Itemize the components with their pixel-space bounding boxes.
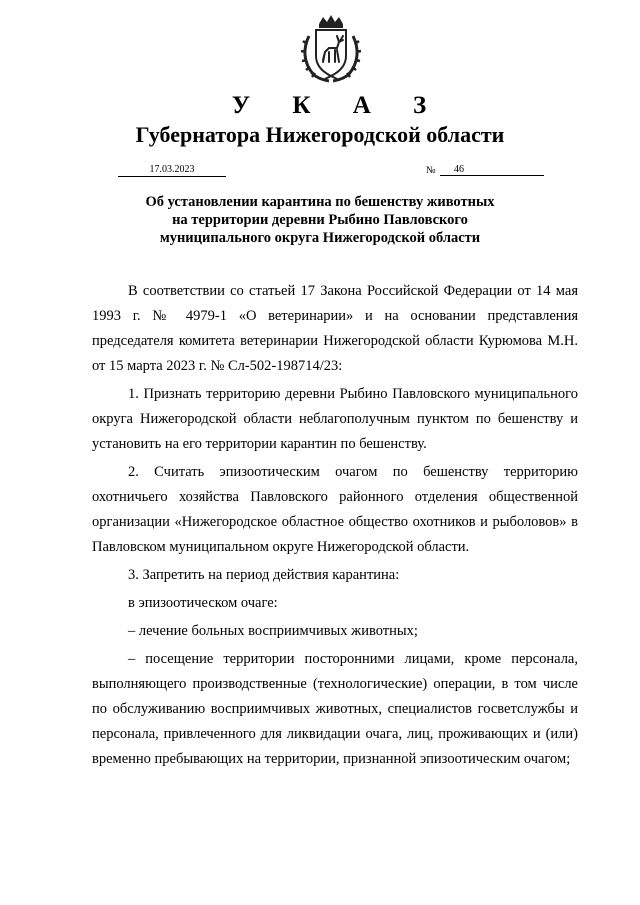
paragraph-item-2: 2. Считать эпизоотическим очагом по бешенству территорию охотничьего хозяйства Павловского районного отделения общественной организации «Нижегородское областное общество охотников и рыболовов» в Павловском муниципальном округе Нижегородской области. <box>92 464 578 555</box>
decree-heading <box>60 193 580 247</box>
heading-line: на территории деревни Рыбино Павловского <box>172 212 468 228</box>
paragraph-preamble: В соответствии со статьей 17 Закона Российской Федерации от 14 мая 1993 г. № 4979-1 «О ветеринарии» и на основании представления председателя комитета ветеринарии Нижегородской области Курюмова М.Н. от 15 марта 2023 г. № Сл-502-198714/23: <box>92 283 578 374</box>
paragraph-list-item: – посещение территории посторонними лицами, кроме персонала, выполняющего производственные (технологические) операции, в том числе по обслуживанию восприимчивых животных, специалистов госветслужбы и персонала, привлеченного для ликвидации очага, лиц, проживающих и (или) временно пребывающих на территории, признанной эпизоотическим очагом; <box>92 651 578 767</box>
document-number: 46 <box>440 164 544 176</box>
issuer-title: Губернатора Нижегородской области <box>135 122 505 147</box>
coat-of-arms-icon <box>299 14 363 84</box>
paragraph-item-1: 1. Признать территорию деревни Рыбино Павловского муниципального округа Нижегородской области неблагополучным пунктом по бешенству и установить на его территории карантин по бешенству. <box>92 386 578 452</box>
heading-line: Об установлении карантина по бешенству животных <box>145 194 495 210</box>
document-type-title: У К А З <box>231 92 445 119</box>
document-date: 17.03.2023 <box>118 164 226 177</box>
decree-body <box>92 279 578 775</box>
paragraph-subitem: в эпизоотическом очаге: <box>128 595 278 611</box>
paragraph-list-item: – лечение больных восприимчивых животных; <box>128 623 418 639</box>
paragraph-item-3: 3. Запретить на период действия карантина: <box>128 567 400 583</box>
number-sign: № <box>426 165 436 176</box>
heading-line: муниципального округа Нижегородской области <box>159 230 481 246</box>
